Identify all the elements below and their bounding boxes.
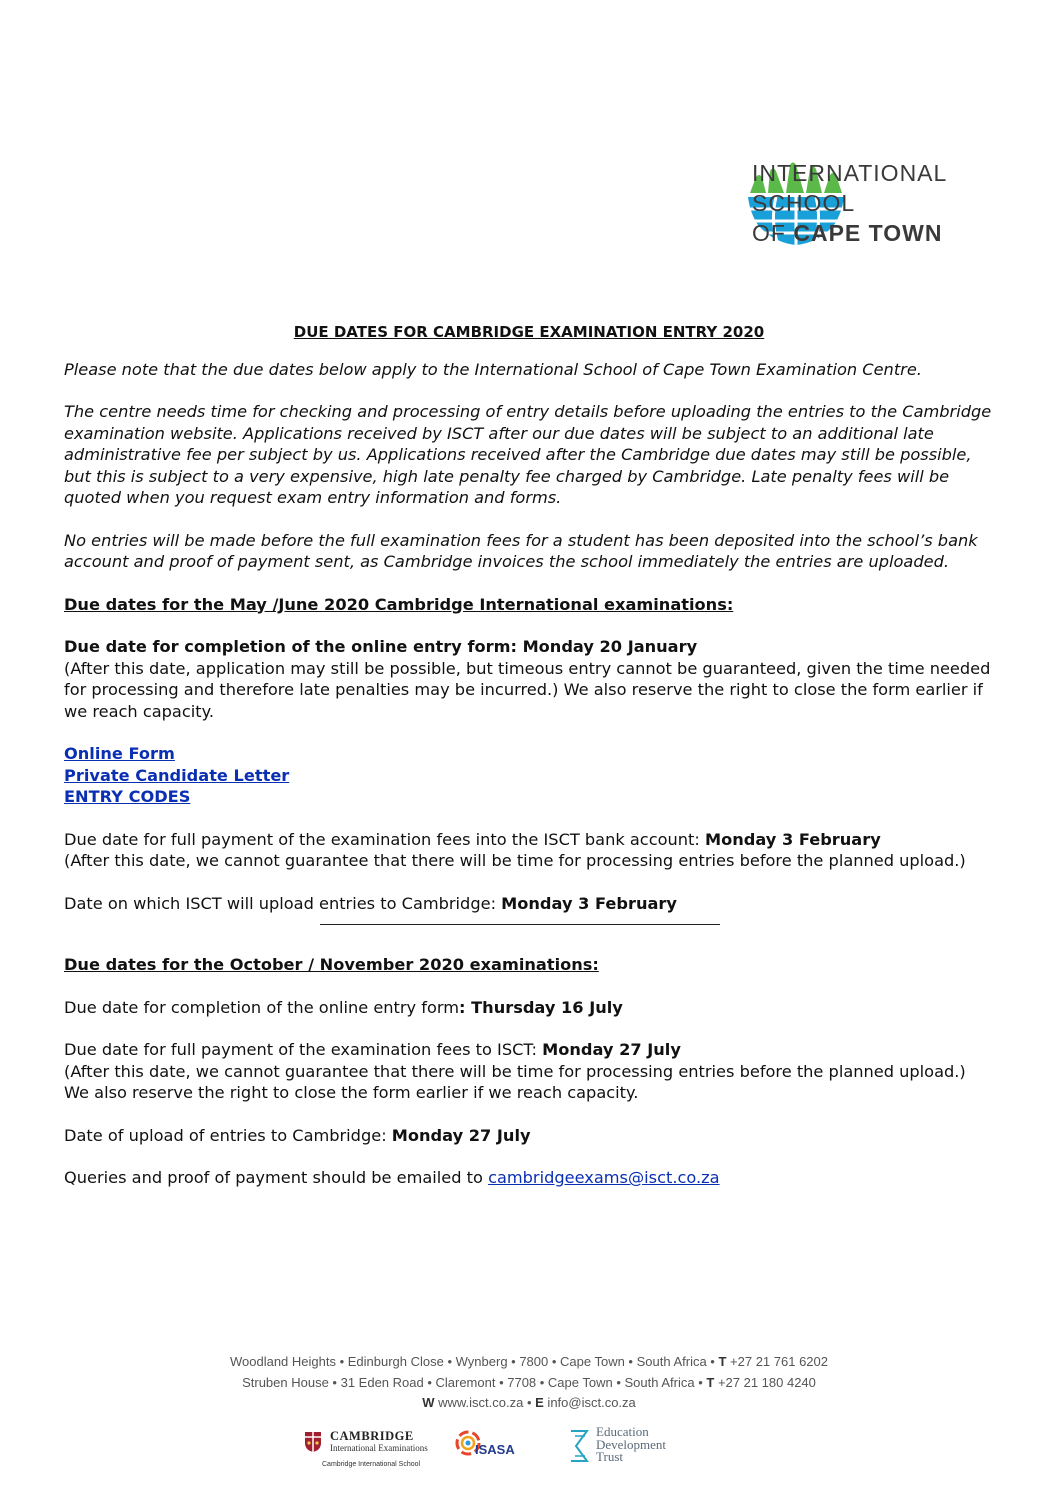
logo-wordmark <box>752 158 947 248</box>
may-june-upload-value: Monday 3 February <box>501 893 677 913</box>
oct-nov-payment-due <box>64 1039 994 1061</box>
footer-line-1 <box>0 1352 1058 1373</box>
entry-codes-link[interactable]: ENTRY CODES <box>64 787 191 806</box>
oct-nov-heading: Due dates for the October / November 2020 examinations: <box>64 955 599 974</box>
cambridge-name: CAMBRIDGE <box>330 1429 414 1443</box>
may-june-links <box>64 743 994 808</box>
oct-nov-entry-label: Due date for completion of the online entry form <box>64 997 460 1017</box>
footer-email: info@isct.co.za <box>543 1395 636 1410</box>
cambridge-shield-icon <box>304 1431 322 1453</box>
oct-nov-entry-date: : Thursday 16 July <box>459 997 623 1017</box>
footer-web: www.isct.co.za • <box>434 1395 536 1410</box>
intro-paragraph-2: The centre needs time for checking and processing of entry details before uploading the entries to the Cambridge examination website. Applications received by ISCT after our due dates will be subject to an additional late administrative fee per subject by us. Applications received after the Cambridge due dates may still be possible, but this is subject to a very expensive, high late penalty fee charged by Cambridge. Late penalty fees will be quoted when you request exam entry information and forms. <box>64 402 992 507</box>
oct-nov-payment-label: Due date for full payment of the examination fees to ISCT: <box>64 1040 543 1059</box>
logo-line-3-bold: CAPE TOWN <box>793 220 943 246</box>
cambridge-school-label: Cambridge International School <box>322 1461 421 1468</box>
may-june-payment-due <box>64 829 994 851</box>
page-title: DUE DATES FOR CAMBRIDGE EXAMINATION ENTRY 2020 <box>293 323 765 341</box>
footer-web-label: W <box>422 1395 435 1410</box>
queries-line <box>64 1167 994 1189</box>
footer-phone-2-label: T <box>706 1374 715 1390</box>
edt-mark-icon <box>568 1428 590 1464</box>
footer-email-label: E <box>535 1395 544 1410</box>
logo-line-3 <box>752 218 947 248</box>
footer-phone-2: +27 21 180 4240 <box>714 1374 816 1390</box>
footer-address-2: Struben House • 31 Eden Road • Claremont • 7708 • Cape Town • South Africa • <box>242 1374 707 1390</box>
partner-logos <box>300 1426 720 1496</box>
logo-line-2: SCHOOL <box>752 190 856 216</box>
may-june-payment-note: (After this date, we cannot guarantee that there will be time for processing entries before the planned upload.) <box>64 851 966 870</box>
may-june-entry-form-note: (After this date, application may still be possible, but timeous entry cannot be guaranteed, given the time needed for processing and therefore late penalties may be incurred.) We also reserve the right to close the form earlier if we reach capacity. <box>64 658 991 721</box>
edt-name <box>596 1426 666 1464</box>
may-june-upload-date <box>64 893 994 915</box>
private-candidate-letter-link[interactable]: Private Candidate Letter <box>64 765 290 785</box>
isasa-name: ISASA <box>475 1442 515 1457</box>
may-june-upload-label: Date on which ISCT will upload entries to Cambridge: <box>64 893 502 913</box>
edt-name-line-3: Trust <box>596 1449 623 1464</box>
oct-nov-upload-label: Date of upload of entries to Cambridge: <box>64 1125 392 1145</box>
oct-nov-entry-form-due <box>64 997 994 1019</box>
document-body <box>64 322 994 1189</box>
footer-line-2 <box>0 1373 1058 1394</box>
footer-address <box>0 1352 1058 1414</box>
intro-paragraph-3: No entries will be made before the full examination fees for a student has been deposited into the school’s bank account and proof of payment sent, as Cambridge invoices the school immediately the entries are uploaded. <box>64 530 978 571</box>
footer-line-3 <box>0 1393 1058 1414</box>
edt-name-line-2: Development <box>596 1436 667 1452</box>
queries-label: Queries and proof of payment should be emailed to <box>64 1168 489 1187</box>
may-june-payment-label: Due date for full payment of the examination fees into the ISCT bank account: <box>64 829 705 849</box>
queries-email-link[interactable]: cambridgeexams@isct.co.za <box>488 1168 720 1187</box>
edt-name-line-1: Education <box>596 1424 649 1439</box>
logo-line-1: INTERNATIONAL <box>752 160 948 186</box>
footer-address-1: Woodland Heights • Edinburgh Close • Wynberg • 7800 • Cape Town • South Africa • <box>229 1354 719 1369</box>
cambridge-subtitle: International Examinations <box>330 1443 428 1453</box>
oct-nov-upload-value: Monday 27 July <box>391 1125 531 1145</box>
oct-nov-payment-note: (After this date, we cannot guarantee that there will be time for processing entries before the planned upload.) We also reserve the right to close the form earlier if we reach capacity. <box>64 1061 966 1102</box>
online-form-link[interactable]: Online Form <box>64 744 175 763</box>
oct-nov-payment-date: Monday 27 July <box>542 1040 681 1059</box>
footer-phone-1: +27 21 761 6202 <box>726 1354 828 1369</box>
may-june-entry-form-due: Due date for completion of the online entry form: Monday 20 January <box>64 637 698 656</box>
intro-paragraph-1: Please note that the due dates below apply to the International School of Cape Town Examination Centre. <box>64 359 922 379</box>
may-june-heading: Due dates for the May /June 2020 Cambridge International examinations: <box>64 594 734 614</box>
logo-line-3-prefix: OF <box>752 220 794 246</box>
oct-nov-upload-date <box>64 1125 994 1147</box>
footer-phone-1-label: T <box>718 1354 727 1369</box>
may-june-payment-date: Monday 3 February <box>704 829 881 849</box>
